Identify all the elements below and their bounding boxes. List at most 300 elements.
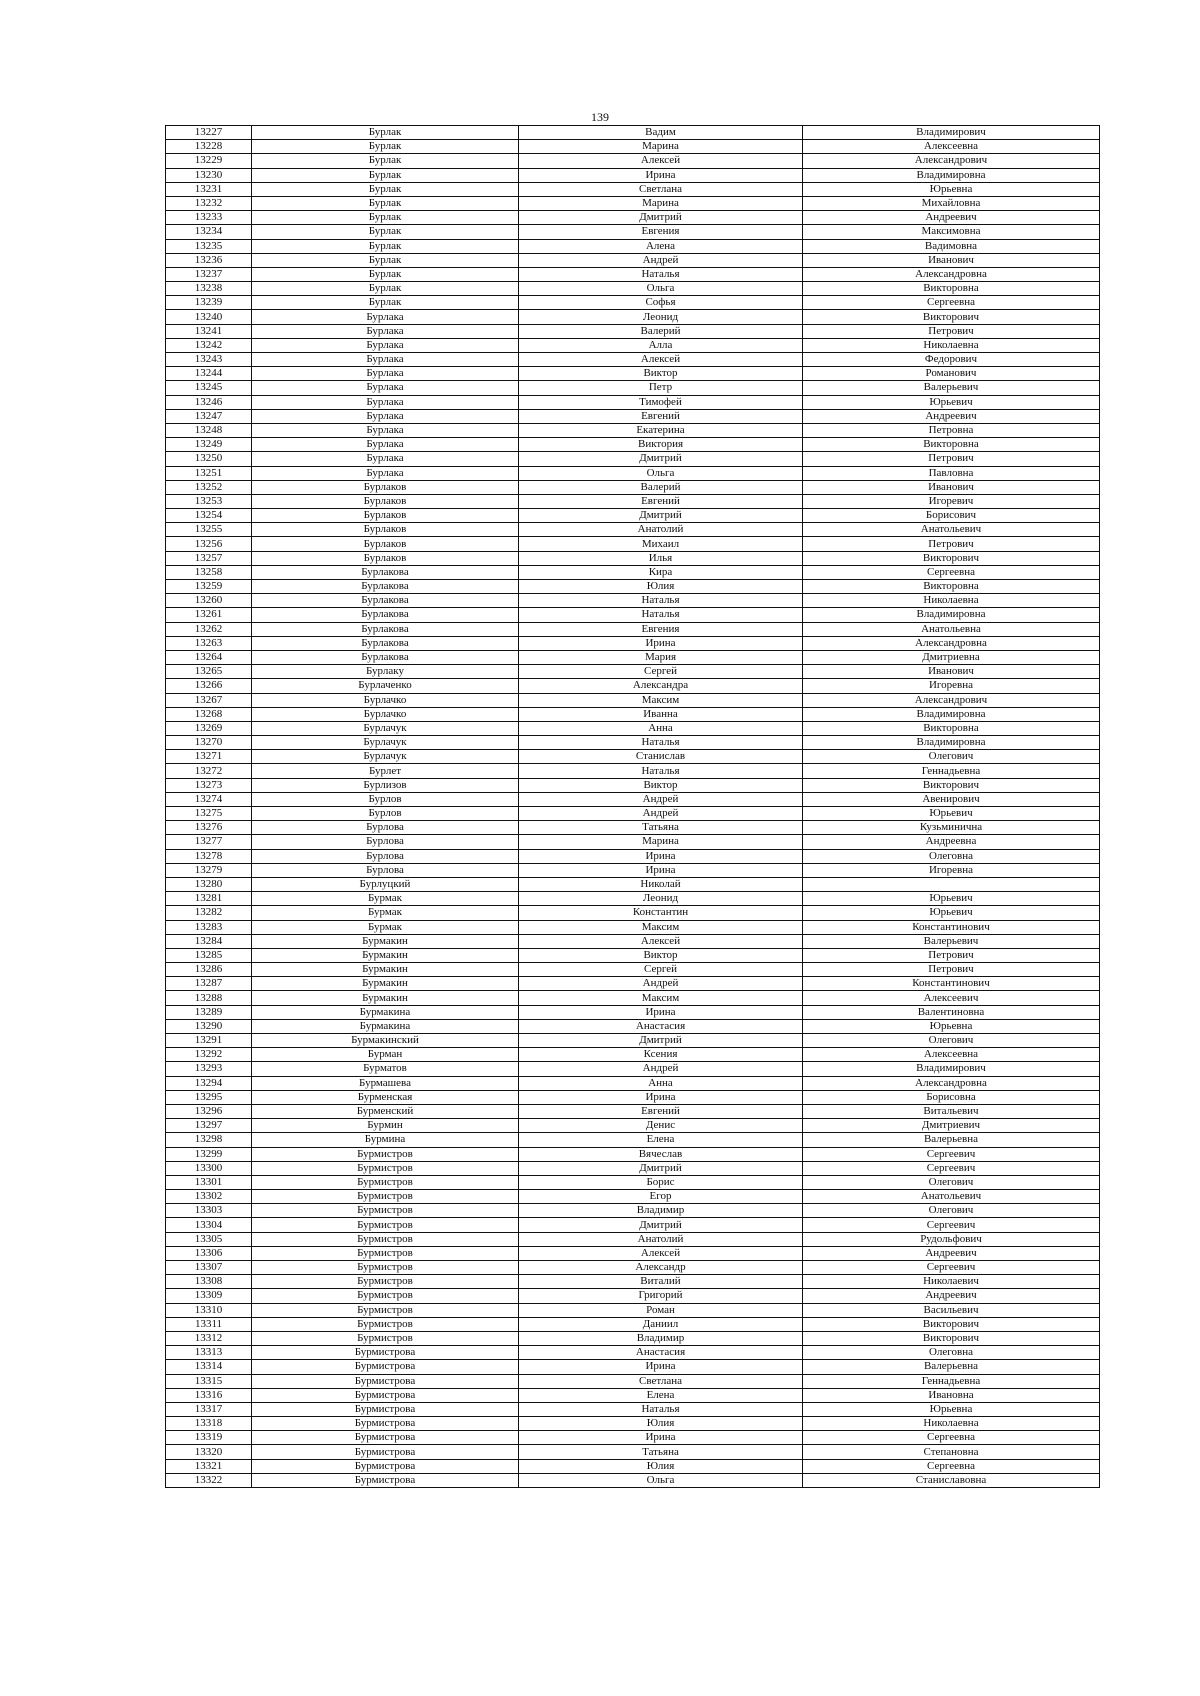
table-row xyxy=(166,877,1100,891)
first-name-cell: Наталья xyxy=(519,764,803,778)
last-name-cell: Бурлак xyxy=(252,225,519,239)
last-name-cell: Бурлака xyxy=(252,353,519,367)
last-name-cell: Бурлак xyxy=(252,296,519,310)
first-name-cell: Анна xyxy=(519,721,803,735)
last-name-cell: Бурлаков xyxy=(252,509,519,523)
last-name-cell: Бурмакин xyxy=(252,963,519,977)
first-name-cell: Петр xyxy=(519,381,803,395)
table-row xyxy=(166,438,1100,452)
record-number-cell: 13240 xyxy=(166,310,252,324)
record-number-cell: 13253 xyxy=(166,494,252,508)
patronymic-cell: Павловна xyxy=(803,466,1100,480)
table-row xyxy=(166,1388,1100,1402)
record-number-cell: 13252 xyxy=(166,480,252,494)
record-number-cell: 13271 xyxy=(166,750,252,764)
patronymic-cell: Алексеевна xyxy=(803,1048,1100,1062)
patronymic-cell: Андреевна xyxy=(803,835,1100,849)
table-row xyxy=(166,1417,1100,1431)
patronymic-cell: Дмитриевна xyxy=(803,650,1100,664)
record-number-cell: 13231 xyxy=(166,182,252,196)
first-name-cell: Софья xyxy=(519,296,803,310)
patronymic-cell: Сергеевич xyxy=(803,1218,1100,1232)
patronymic-cell: Константинович xyxy=(803,920,1100,934)
patronymic-cell: Андреевич xyxy=(803,1246,1100,1260)
patronymic-cell: Владимировна xyxy=(803,168,1100,182)
record-number-cell: 13285 xyxy=(166,948,252,962)
table-row xyxy=(166,1090,1100,1104)
first-name-cell: Евгения xyxy=(519,225,803,239)
patronymic-cell: Викторович xyxy=(803,310,1100,324)
table-row xyxy=(166,409,1100,423)
last-name-cell: Бурмистров xyxy=(252,1261,519,1275)
last-name-cell: Бурмакин xyxy=(252,948,519,962)
record-number-cell: 13312 xyxy=(166,1331,252,1345)
last-name-cell: Бурлова xyxy=(252,835,519,849)
first-name-cell: Андрей xyxy=(519,253,803,267)
table-row xyxy=(166,849,1100,863)
first-name-cell: Анастасия xyxy=(519,1346,803,1360)
patronymic-cell: Вадимовна xyxy=(803,239,1100,253)
patronymic-cell: Олеговна xyxy=(803,849,1100,863)
table-row xyxy=(166,721,1100,735)
first-name-cell: Дмитрий xyxy=(519,211,803,225)
patronymic-cell: Геннадьевна xyxy=(803,1374,1100,1388)
record-number-cell: 13233 xyxy=(166,211,252,225)
last-name-cell: Бурлак xyxy=(252,126,519,140)
patronymic-cell: Николаевна xyxy=(803,1417,1100,1431)
record-number-cell: 13299 xyxy=(166,1147,252,1161)
table-row xyxy=(166,1374,1100,1388)
last-name-cell: Бурлак xyxy=(252,196,519,210)
last-name-cell: Бурлуцкий xyxy=(252,877,519,891)
last-name-cell: Бурмистров xyxy=(252,1161,519,1175)
record-number-cell: 13259 xyxy=(166,580,252,594)
last-name-cell: Бурмистров xyxy=(252,1246,519,1260)
record-number-cell: 13300 xyxy=(166,1161,252,1175)
first-name-cell: Михаил xyxy=(519,537,803,551)
table-row xyxy=(166,1459,1100,1473)
record-number-cell: 13278 xyxy=(166,849,252,863)
last-name-cell: Бурлак xyxy=(252,239,519,253)
record-number-cell: 13257 xyxy=(166,551,252,565)
patronymic-cell: Андреевич xyxy=(803,409,1100,423)
record-number-cell: 13288 xyxy=(166,991,252,1005)
last-name-cell: Бурмин xyxy=(252,1119,519,1133)
first-name-cell: Виктор xyxy=(519,778,803,792)
last-name-cell: Бурлак xyxy=(252,182,519,196)
first-name-cell: Ирина xyxy=(519,863,803,877)
first-name-cell: Юлия xyxy=(519,1459,803,1473)
patronymic-cell: Игоревна xyxy=(803,679,1100,693)
table-row xyxy=(166,1303,1100,1317)
record-number-cell: 13243 xyxy=(166,353,252,367)
record-number-cell: 13311 xyxy=(166,1317,252,1331)
table-row xyxy=(166,565,1100,579)
last-name-cell: Бурмистров xyxy=(252,1317,519,1331)
record-number-cell: 13232 xyxy=(166,196,252,210)
first-name-cell: Марина xyxy=(519,835,803,849)
first-name-cell: Борис xyxy=(519,1175,803,1189)
table-row xyxy=(166,1331,1100,1345)
last-name-cell: Бурмистрова xyxy=(252,1388,519,1402)
table-row xyxy=(166,991,1100,1005)
patronymic-cell: Владимировна xyxy=(803,736,1100,750)
last-name-cell: Бурлов xyxy=(252,792,519,806)
patronymic-cell: Александровна xyxy=(803,636,1100,650)
record-number-cell: 13307 xyxy=(166,1261,252,1275)
patronymic-cell: Ивановна xyxy=(803,1388,1100,1402)
first-name-cell: Андрей xyxy=(519,1062,803,1076)
first-name-cell: Алексей xyxy=(519,154,803,168)
record-number-cell: 13290 xyxy=(166,1019,252,1033)
table-row xyxy=(166,324,1100,338)
last-name-cell: Бурматов xyxy=(252,1062,519,1076)
record-number-cell: 13308 xyxy=(166,1275,252,1289)
first-name-cell: Вячеслав xyxy=(519,1147,803,1161)
first-name-cell: Константин xyxy=(519,906,803,920)
last-name-cell: Бурлова xyxy=(252,863,519,877)
patronymic-cell: Федорович xyxy=(803,353,1100,367)
first-name-cell: Виталий xyxy=(519,1275,803,1289)
record-number-cell: 13281 xyxy=(166,892,252,906)
first-name-cell: Наталья xyxy=(519,736,803,750)
first-name-cell: Ирина xyxy=(519,849,803,863)
record-number-cell: 13317 xyxy=(166,1402,252,1416)
patronymic-cell: Максимовна xyxy=(803,225,1100,239)
first-name-cell: Светлана xyxy=(519,1374,803,1388)
record-number-cell: 13239 xyxy=(166,296,252,310)
record-number-cell: 13282 xyxy=(166,906,252,920)
last-name-cell: Бурмистрова xyxy=(252,1346,519,1360)
record-number-cell: 13294 xyxy=(166,1076,252,1090)
first-name-cell: Татьяна xyxy=(519,1445,803,1459)
record-number-cell: 13302 xyxy=(166,1190,252,1204)
last-name-cell: Бурлаков xyxy=(252,494,519,508)
first-name-cell: Наталья xyxy=(519,267,803,281)
first-name-cell: Леонид xyxy=(519,892,803,906)
record-number-cell: 13298 xyxy=(166,1133,252,1147)
patronymic-cell: Владимирович xyxy=(803,1062,1100,1076)
patronymic-cell: Сергеевна xyxy=(803,1459,1100,1473)
last-name-cell: Бурлакова xyxy=(252,608,519,622)
first-name-cell: Евгений xyxy=(519,409,803,423)
table-row xyxy=(166,608,1100,622)
table-row xyxy=(166,296,1100,310)
patronymic-cell: Юрьевна xyxy=(803,1402,1100,1416)
record-number-cell: 13272 xyxy=(166,764,252,778)
last-name-cell: Бурлак xyxy=(252,253,519,267)
first-name-cell: Дмитрий xyxy=(519,1161,803,1175)
patronymic-cell: Викторовна xyxy=(803,282,1100,296)
record-number-cell: 13227 xyxy=(166,126,252,140)
table-row xyxy=(166,154,1100,168)
record-number-cell: 13270 xyxy=(166,736,252,750)
patronymic-cell: Петрович xyxy=(803,324,1100,338)
first-name-cell: Леонид xyxy=(519,310,803,324)
first-name-cell: Ирина xyxy=(519,636,803,650)
last-name-cell: Бурмистрова xyxy=(252,1402,519,1416)
table-row xyxy=(166,920,1100,934)
patronymic-cell: Петрович xyxy=(803,537,1100,551)
record-number-cell: 13266 xyxy=(166,679,252,693)
record-number-cell: 13275 xyxy=(166,807,252,821)
patronymic-cell: Борисович xyxy=(803,509,1100,523)
last-name-cell: Бурлет xyxy=(252,764,519,778)
record-number-cell: 13255 xyxy=(166,523,252,537)
last-name-cell: Бурмистров xyxy=(252,1175,519,1189)
record-number-cell: 13277 xyxy=(166,835,252,849)
record-number-cell: 13315 xyxy=(166,1374,252,1388)
table-row xyxy=(166,1473,1100,1487)
record-number-cell: 13286 xyxy=(166,963,252,977)
patronymic-cell: Михайловна xyxy=(803,196,1100,210)
last-name-cell: Бурлак xyxy=(252,154,519,168)
patronymic-cell: Сергеевна xyxy=(803,565,1100,579)
last-name-cell: Бурлака xyxy=(252,324,519,338)
table-row xyxy=(166,253,1100,267)
first-name-cell: Даниил xyxy=(519,1317,803,1331)
table-row xyxy=(166,1275,1100,1289)
table-row xyxy=(166,466,1100,480)
table-row xyxy=(166,934,1100,948)
last-name-cell: Бурлак xyxy=(252,140,519,154)
table-row xyxy=(166,1104,1100,1118)
table-row xyxy=(166,211,1100,225)
record-number-cell: 13303 xyxy=(166,1204,252,1218)
patronymic-cell: Анатольевич xyxy=(803,523,1100,537)
first-name-cell: Андрей xyxy=(519,807,803,821)
last-name-cell: Бурмак xyxy=(252,920,519,934)
table-row xyxy=(166,1445,1100,1459)
last-name-cell: Бурлачко xyxy=(252,693,519,707)
table-row xyxy=(166,196,1100,210)
table-row xyxy=(166,1402,1100,1416)
patronymic-cell: Викторович xyxy=(803,1317,1100,1331)
first-name-cell: Максим xyxy=(519,991,803,1005)
last-name-cell: Бурмакинский xyxy=(252,1034,519,1048)
patronymic-cell: Валентиновна xyxy=(803,1005,1100,1019)
record-number-cell: 13289 xyxy=(166,1005,252,1019)
table-row xyxy=(166,1076,1100,1090)
last-name-cell: Бурмистров xyxy=(252,1218,519,1232)
last-name-cell: Бурлак xyxy=(252,267,519,281)
record-number-cell: 13316 xyxy=(166,1388,252,1402)
last-name-cell: Бурлака xyxy=(252,367,519,381)
first-name-cell: Анатолий xyxy=(519,1232,803,1246)
patronymic-cell: Викторович xyxy=(803,551,1100,565)
name-registry-table xyxy=(165,125,1100,1488)
last-name-cell: Бурлаков xyxy=(252,551,519,565)
last-name-cell: Бурлака xyxy=(252,395,519,409)
first-name-cell: Владимир xyxy=(519,1204,803,1218)
first-name-cell: Наталья xyxy=(519,1402,803,1416)
last-name-cell: Бурмистрова xyxy=(252,1445,519,1459)
first-name-cell: Дмитрий xyxy=(519,452,803,466)
patronymic-cell: Романович xyxy=(803,367,1100,381)
first-name-cell: Ирина xyxy=(519,1005,803,1019)
patronymic-cell: Андреевич xyxy=(803,211,1100,225)
table-row xyxy=(166,580,1100,594)
first-name-cell: Роман xyxy=(519,1303,803,1317)
patronymic-cell: Анатольевич xyxy=(803,1190,1100,1204)
patronymic-cell: Игоревна xyxy=(803,863,1100,877)
first-name-cell: Григорий xyxy=(519,1289,803,1303)
record-number-cell: 13264 xyxy=(166,650,252,664)
first-name-cell: Алексей xyxy=(519,1246,803,1260)
record-number-cell: 13245 xyxy=(166,381,252,395)
table-row xyxy=(166,239,1100,253)
last-name-cell: Бурмакин xyxy=(252,977,519,991)
first-name-cell: Тимофей xyxy=(519,395,803,409)
table-row xyxy=(166,1005,1100,1019)
patronymic-cell: Олеговна xyxy=(803,1346,1100,1360)
record-number-cell: 13242 xyxy=(166,338,252,352)
record-number-cell: 13306 xyxy=(166,1246,252,1260)
last-name-cell: Бурмак xyxy=(252,892,519,906)
last-name-cell: Бурлак xyxy=(252,168,519,182)
table-row xyxy=(166,494,1100,508)
first-name-cell: Анастасия xyxy=(519,1019,803,1033)
patronymic-cell: Юрьевич xyxy=(803,807,1100,821)
last-name-cell: Бурлова xyxy=(252,849,519,863)
patronymic-cell: Петрович xyxy=(803,452,1100,466)
first-name-cell: Денис xyxy=(519,1119,803,1133)
record-number-cell: 13304 xyxy=(166,1218,252,1232)
first-name-cell: Андрей xyxy=(519,977,803,991)
record-number-cell: 13234 xyxy=(166,225,252,239)
first-name-cell: Андрей xyxy=(519,792,803,806)
record-number-cell: 13321 xyxy=(166,1459,252,1473)
table-row xyxy=(166,948,1100,962)
last-name-cell: Бурлакова xyxy=(252,622,519,636)
first-name-cell: Илья xyxy=(519,551,803,565)
table-row xyxy=(166,906,1100,920)
patronymic-cell: Степановна xyxy=(803,1445,1100,1459)
patronymic-cell: Сергеевич xyxy=(803,1161,1100,1175)
first-name-cell: Татьяна xyxy=(519,821,803,835)
last-name-cell: Бурмистрова xyxy=(252,1360,519,1374)
last-name-cell: Бурлов xyxy=(252,807,519,821)
patronymic-cell: Витальевич xyxy=(803,1104,1100,1118)
last-name-cell: Бурмистрова xyxy=(252,1417,519,1431)
table-row xyxy=(166,182,1100,196)
last-name-cell: Бурлаков xyxy=(252,480,519,494)
record-number-cell: 13238 xyxy=(166,282,252,296)
record-number-cell: 13291 xyxy=(166,1034,252,1048)
record-number-cell: 13251 xyxy=(166,466,252,480)
table-row xyxy=(166,636,1100,650)
table-row xyxy=(166,764,1100,778)
table-row xyxy=(166,168,1100,182)
table-row xyxy=(166,1261,1100,1275)
registry-body xyxy=(166,126,1100,1488)
first-name-cell: Ксения xyxy=(519,1048,803,1062)
first-name-cell: Юлия xyxy=(519,580,803,594)
first-name-cell: Евгения xyxy=(519,622,803,636)
patronymic-cell: Алексеевна xyxy=(803,140,1100,154)
table-row xyxy=(166,1048,1100,1062)
first-name-cell: Наталья xyxy=(519,594,803,608)
first-name-cell: Ирина xyxy=(519,1090,803,1104)
table-row xyxy=(166,395,1100,409)
first-name-cell: Алена xyxy=(519,239,803,253)
first-name-cell: Елена xyxy=(519,1133,803,1147)
patronymic-cell: Сергеевна xyxy=(803,1431,1100,1445)
record-number-cell: 13274 xyxy=(166,792,252,806)
record-number-cell: 13280 xyxy=(166,877,252,891)
record-number-cell: 13241 xyxy=(166,324,252,338)
patronymic-cell: Николаевна xyxy=(803,338,1100,352)
patronymic-cell: Петровна xyxy=(803,423,1100,437)
patronymic-cell: Александровна xyxy=(803,1076,1100,1090)
record-number-cell: 13279 xyxy=(166,863,252,877)
record-number-cell: 13254 xyxy=(166,509,252,523)
patronymic-cell: Петрович xyxy=(803,948,1100,962)
last-name-cell: Бурмистров xyxy=(252,1147,519,1161)
first-name-cell: Марина xyxy=(519,140,803,154)
record-number-cell: 13273 xyxy=(166,778,252,792)
first-name-cell: Кира xyxy=(519,565,803,579)
table-row xyxy=(166,367,1100,381)
table-row xyxy=(166,282,1100,296)
last-name-cell: Бурмистров xyxy=(252,1289,519,1303)
table-row xyxy=(166,267,1100,281)
last-name-cell: Бурлака xyxy=(252,338,519,352)
table-row xyxy=(166,1161,1100,1175)
record-number-cell: 13250 xyxy=(166,452,252,466)
first-name-cell: Ольга xyxy=(519,466,803,480)
table-row xyxy=(166,977,1100,991)
table-row xyxy=(166,650,1100,664)
record-number-cell: 13263 xyxy=(166,636,252,650)
table-row xyxy=(166,792,1100,806)
table-row xyxy=(166,381,1100,395)
record-number-cell: 13236 xyxy=(166,253,252,267)
last-name-cell: Бурмистров xyxy=(252,1204,519,1218)
record-number-cell: 13228 xyxy=(166,140,252,154)
patronymic-cell: Олегович xyxy=(803,1175,1100,1189)
patronymic-cell: Васильевич xyxy=(803,1303,1100,1317)
last-name-cell: Бурмистров xyxy=(252,1275,519,1289)
first-name-cell: Виктор xyxy=(519,367,803,381)
table-row xyxy=(166,338,1100,352)
patronymic-cell: Викторович xyxy=(803,1331,1100,1345)
record-number-cell: 13247 xyxy=(166,409,252,423)
patronymic-cell: Юрьевна xyxy=(803,1019,1100,1033)
page-number: 139 xyxy=(591,110,609,124)
record-number-cell: 13261 xyxy=(166,608,252,622)
table-row xyxy=(166,509,1100,523)
last-name-cell: Бурмакина xyxy=(252,1005,519,1019)
patronymic-cell: Владимировна xyxy=(803,608,1100,622)
first-name-cell: Елена xyxy=(519,1388,803,1402)
table-row xyxy=(166,140,1100,154)
first-name-cell: Светлана xyxy=(519,182,803,196)
first-name-cell: Ирина xyxy=(519,1431,803,1445)
first-name-cell: Наталья xyxy=(519,608,803,622)
table-row xyxy=(166,537,1100,551)
table-row xyxy=(166,1175,1100,1189)
record-number-cell: 13269 xyxy=(166,721,252,735)
record-number-cell: 13248 xyxy=(166,423,252,437)
first-name-cell: Анатолий xyxy=(519,523,803,537)
last-name-cell: Бурлака xyxy=(252,452,519,466)
last-name-cell: Бурмистрова xyxy=(252,1374,519,1388)
first-name-cell: Егор xyxy=(519,1190,803,1204)
record-number-cell: 13276 xyxy=(166,821,252,835)
table-row xyxy=(166,1232,1100,1246)
last-name-cell: Бурлаков xyxy=(252,537,519,551)
